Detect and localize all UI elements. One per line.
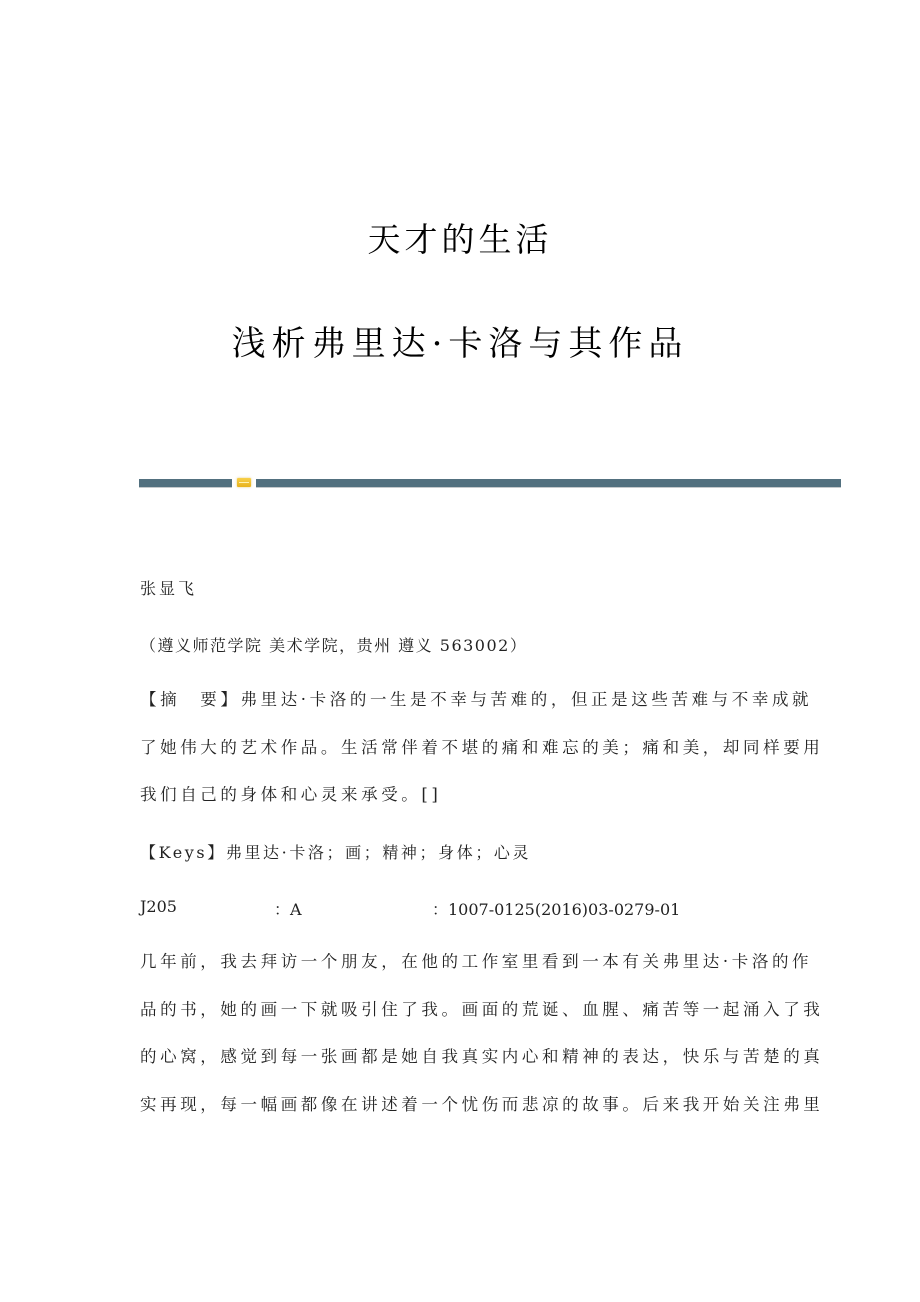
document-title: 天才的生活 bbox=[367, 220, 553, 259]
abstract-line: 【摘 要】弗里达·卡洛的一生是不幸与苦难的，但正是这些苦难与不幸成就 bbox=[140, 690, 813, 709]
body-line: 实再现，每一幅画都像在讲述着一个忧伤而悲凉的故事。后来我开始关注弗里 bbox=[140, 1094, 824, 1114]
author-name: 张显飞 bbox=[140, 579, 198, 598]
abstract-line: 了她伟大的艺术作品。生活常伴着不堪的痛和难忘的美；痛和美，却同样要用 bbox=[140, 737, 824, 757]
divider-ornament-icon bbox=[237, 478, 251, 487]
body-line: 的心窝，感觉到每一张画都是她自我真实内心和精神的表达，快乐与苦楚的真 bbox=[140, 1047, 824, 1066]
title-divider bbox=[139, 479, 841, 489]
divider-bar-right bbox=[256, 479, 841, 488]
body-line: 品的书，她的画一下就吸引住了我。画面的荒诞、血腥、痛苦等一起涌入了我 bbox=[140, 999, 824, 1019]
body-line: 几年前，我去拜访一个朋友，在他的工作室里看到一本有关弗里达·卡洛的作 bbox=[140, 952, 813, 971]
clc-code: J205 bbox=[140, 897, 177, 916]
document-code: ：A bbox=[274, 900, 302, 919]
divider-bar-left bbox=[139, 479, 232, 488]
body-paragraph bbox=[140, 938, 824, 1128]
author-affiliation: （遵义师范学院 美术学院，贵州 遵义 563002） bbox=[140, 636, 528, 655]
abstract-line: 我们自己的身体和心灵来承受。[] bbox=[140, 785, 442, 804]
classification-row bbox=[140, 897, 770, 919]
article-id: ：1007-0125(2016)03-0279-01 bbox=[432, 900, 681, 919]
abstract bbox=[140, 676, 824, 819]
keywords: 【Keys】弗里达·卡洛；画；精神；身体；心灵 bbox=[140, 843, 532, 862]
document-subtitle: 浅析弗里达·卡洛与其作品 bbox=[231, 324, 689, 364]
